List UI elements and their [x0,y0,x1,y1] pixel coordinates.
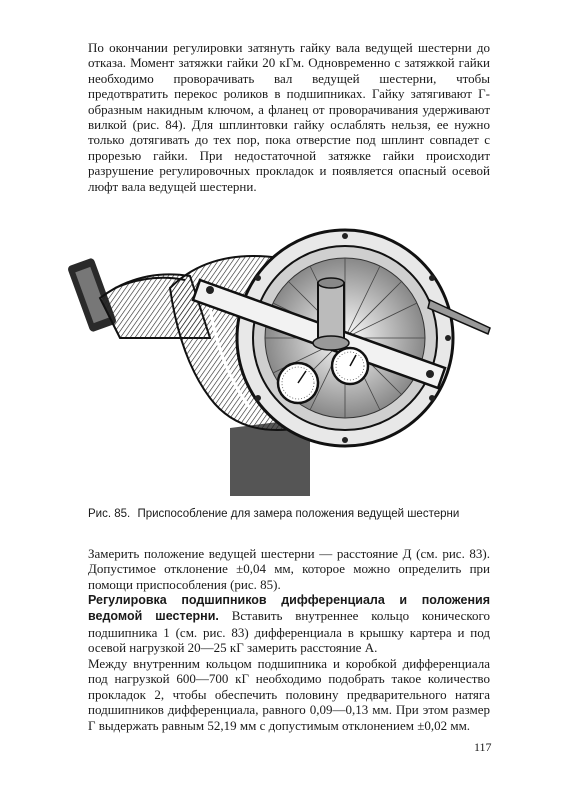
section-heading: Регулировка подшипников дифференциала и положения ведомой шестерни. [88,593,490,624]
dial-indicator-right [332,348,368,384]
section-text: Вставить внутреннее кольцо конического подшипника 1 (см. рис. 83) дифференциала в крышку картера и под осевой нагрузкой 20—25 кГ замерить расстояние А. [88,608,490,656]
paragraph-pinion-nut-tightening: По окончании регулировки затянуть гайку вала ведущей шестерни до отказа. Момент затяжки гайки 20 кГм. Одновременно с затяжкой гайки необходимо проворачивать вал ведущей шестерни, чтобы предотвратить перекос роликов в подшипниках. Гайку затягивают Г-образным накидным ключом, а фланец от проворачивания удерживают вилкой (рис. 84). Для шплинтовки гайку ослаблять нельзя, ее нужно только дотягивать до тех пор, пока отверстие под шплинт совпадет с прорезью гайки. При недостаточной затяжке гайки происходит разрушение регулировочных прокладок и появляется опасный осевой люфт вала ведущей шестерни. [88,40,490,194]
gauge-fixture-illustration [60,228,510,496]
dial-indicator-left [278,363,318,403]
center-spindle [313,278,349,350]
figure-number: Рис. 85. [88,508,131,520]
page-number: 117 [474,740,492,754]
paragraph-pinion-position: Замерить положение ведущей шестерни — расстояние Д (см. рис. 83). Допустимое отклонение ±0,04 мм, которое можно определить при помощи приспособления (рис. 85). [88,546,490,592]
figure-pinion-position-gauge [60,228,510,496]
paragraph-differential-adjustment [88,592,490,656]
figure-caption-text: Приспособление для замера положения ведущей шестерни [137,508,460,520]
figure-caption [88,508,490,520]
paragraph-shim-selection: Между внутренним кольцом подшипника и коробкой дифференциала под нагрузкой 600—700 кГ необходимо подобрать такое количество прокладок 2, чтобы обеспечить половину предварительного натяга подшипников дифференциала, равного 0,09—0,13 мм. При этом размер Г выдержать равным 52,19 мм с допустимым отклонением ±0,02 мм. [88,656,490,733]
